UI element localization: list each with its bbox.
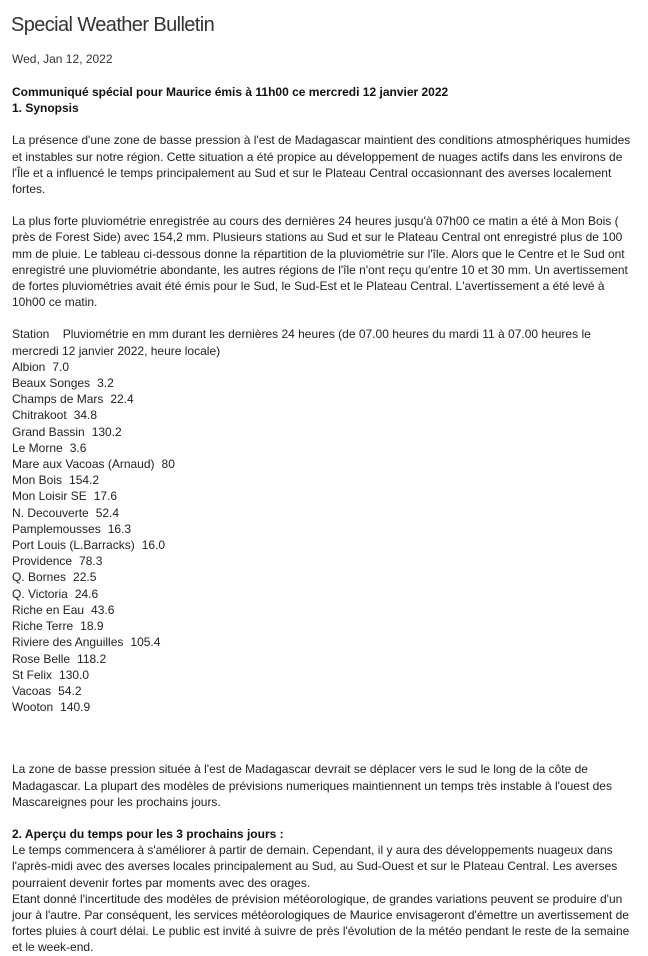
station-row xyxy=(12,618,640,634)
station-row xyxy=(12,391,640,407)
synopsis-paragraph-2: La plus forte pluviométrie enregistrée au cours des dernières 24 heures jusqu'à 07h00 ce matin a été à Mon Bois ( près de Forest Side) avec 154,2 mm. Plusieurs stations au Sud et sur le Plateau Central ont enregistré plus de 100 mm de pluie. Le tableau ci-dessous donne la répartition de la pluviométrie sur l'île. Alors que le Centre et le Sud ont enregistré une pluviométrie abondante, les autres régions de l'île n'ont reçu qu'entre 10 et 30 mm. Un avertissement de fortes pluviométries avait été émis pour le Sud, le Sud-Est et le Plateau Central. L'avertissement a été levé à 10h00 ce matin. xyxy=(12,214,628,310)
station-value: 105.4 xyxy=(130,635,161,650)
station-row xyxy=(12,553,640,569)
station-name: Le Morne xyxy=(12,440,63,455)
station-row xyxy=(12,456,640,472)
station-name: Champs de Mars xyxy=(12,392,104,407)
station-value: 52.4 xyxy=(95,505,120,520)
station-name: Mare aux Vacoas (Arnaud) xyxy=(12,457,155,472)
station-value: 130.0 xyxy=(59,667,90,682)
station-value: 18.9 xyxy=(80,619,104,634)
station-name: Mon Bois xyxy=(12,473,63,488)
station-row xyxy=(12,424,640,440)
station-name: Rose Belle xyxy=(12,651,71,666)
station-name: Riche Terre xyxy=(12,619,74,634)
station-name: Chitrakoot xyxy=(12,408,67,423)
station-value: 140.9 xyxy=(60,700,91,715)
station-row xyxy=(12,602,640,618)
station-name: St Felix xyxy=(12,667,53,682)
station-value: 130.2 xyxy=(91,424,122,439)
station-name: Vacoas xyxy=(12,683,52,698)
rainfall-station-list xyxy=(12,359,640,715)
station-row xyxy=(12,699,640,715)
station-value: 118.2 xyxy=(77,651,107,666)
station-row xyxy=(12,488,640,504)
station-row xyxy=(12,472,640,488)
station-name: Q. Victoria xyxy=(12,586,68,601)
station-value: 7.0 xyxy=(52,359,70,374)
station-name: Wooton xyxy=(12,700,54,715)
station-value: 80 xyxy=(161,457,175,472)
station-name: Mon Loisir SE xyxy=(12,489,87,504)
bulletin-heading: Communiqué spécial pour Maurice émis à 11h00 ce mercredi 12 janvier 2022 xyxy=(12,85,449,99)
station-name: Q. Bornes xyxy=(12,570,67,585)
station-value: 22.4 xyxy=(110,392,134,407)
station-row xyxy=(12,407,640,423)
forecast-paragraph-2: Etant donné l'incertitude des modèles de prévision météorologique, de grandes variations peuvent se produire d'un jour à l'autre. Par conséquent, les services météorologiques de Maurice envisageront d'émettre un avertissement de fortes pluies à court délai. Le public est invité à suivre de près l'évolution de la météo pendant le reste de la semaine et le week-end. xyxy=(12,891,630,955)
station-value: 16.3 xyxy=(107,521,132,536)
forecast-paragraph-1: Le temps commencera à s'améliorer à partir de demain. Cependant, il y aura des développements nuageux dans l'après-midi avec des averses locales principalement au Sud, au Sud-Ouest et sur le Plateau Central. Les averses pourraient devenir fortes par moments avec des orages. xyxy=(12,843,618,890)
bulletin-date: Wed, Jan 12, 2022 xyxy=(12,52,113,66)
station-name: Albion xyxy=(12,359,46,374)
station-name: Riviere des Anguilles xyxy=(12,635,124,650)
page-title: Special Weather Bulletin xyxy=(11,14,215,36)
station-name: Pamplemousses xyxy=(12,521,101,536)
station-value: 24.6 xyxy=(74,586,99,601)
station-row xyxy=(12,683,640,699)
synopsis-paragraph-1: La présence d'une zone de basse pression à l'est de Madagascar maintient des conditions atmosphériques humides et instables sur notre région. Cette situation a été propice au développement de nuages actifs dans les environs de l'Île et a influencé le temps principalement au Sud et sur le Plateau Central occasionnant des averses localement fortes. xyxy=(12,133,631,197)
station-row xyxy=(12,375,640,391)
station-value: 16.0 xyxy=(141,538,166,553)
station-row xyxy=(12,569,640,585)
section-forecast-title: 2. Aperçu du temps pour les 3 prochains jours : xyxy=(12,826,284,841)
station-value: 3.6 xyxy=(69,440,87,455)
station-row xyxy=(12,359,640,375)
station-name: Port Louis (L.Barracks) xyxy=(12,538,135,553)
station-row xyxy=(12,586,640,602)
section-synopsis-title: 1. Synopsis xyxy=(12,101,79,116)
station-name: Riche en Eau xyxy=(12,602,85,617)
station-row xyxy=(12,651,640,667)
station-value: 22.5 xyxy=(73,570,97,585)
station-row xyxy=(12,521,640,537)
station-row xyxy=(12,537,640,553)
station-value: 54.2 xyxy=(58,683,82,698)
station-row xyxy=(12,667,640,683)
station-name: Beaux Songes xyxy=(12,376,91,391)
station-name: Providence xyxy=(12,554,73,569)
station-row xyxy=(12,505,640,521)
station-value: 17.6 xyxy=(93,489,118,504)
station-value: 3.2 xyxy=(97,376,114,391)
station-value: 78.3 xyxy=(79,554,103,569)
station-name: Grand Bassin xyxy=(12,424,85,439)
station-value: 34.8 xyxy=(73,408,98,423)
station-name: N. Decouverte xyxy=(12,505,89,520)
station-row xyxy=(12,634,640,650)
bulletin-body xyxy=(12,84,640,956)
station-value: 43.6 xyxy=(91,602,115,617)
station-row xyxy=(12,440,640,456)
station-value: 154.2 xyxy=(69,473,100,488)
outlook-paragraph: La zone de basse pression située à l'est de Madagascar devrait se déplacer vers le sud le long de la côte de Madagascar. La plupart des modèles de prévisions numeriques maintiennent un temps très instable à l'ouest des Mascareignes pour les prochains jours. xyxy=(12,762,612,809)
rainfall-table-header: Station Pluviométrie en mm durant les dernières 24 heures (de 07.00 heures du mardi 11 à 07.00 heures le mercredi 12 janvier 2022, heure locale) xyxy=(12,327,595,358)
